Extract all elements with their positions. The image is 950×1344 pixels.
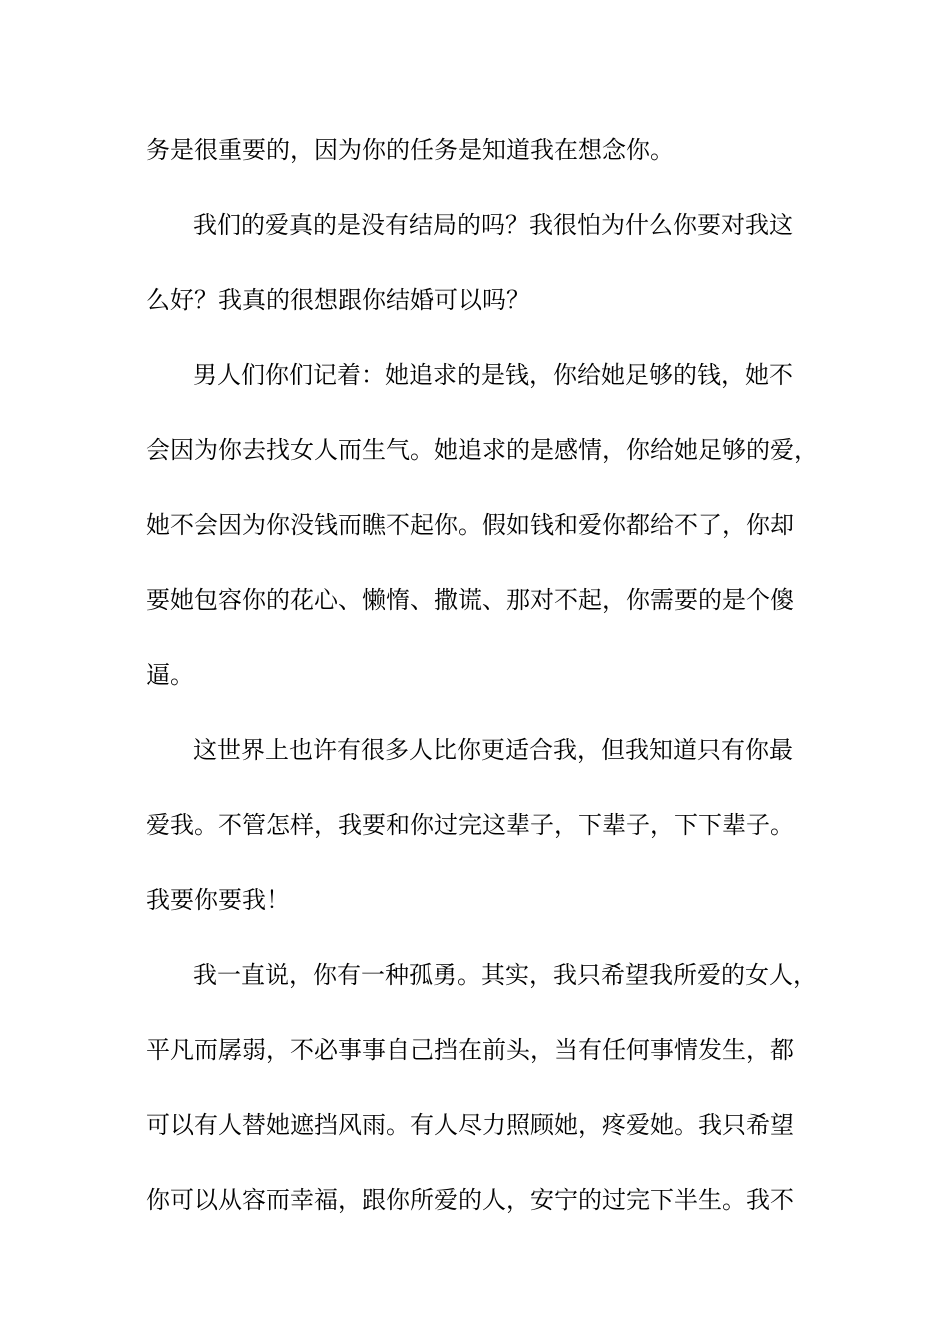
text-line: 会因为你去找女人而生气。她追求的是感情，你给她足够的爱， [146,436,818,464]
text-line: 她不会因为你没钱而瞧不起你。假如钱和爱你都给不了，你却 [146,511,794,539]
text-line: 爱我。不管怎样，我要和你过完这辈子，下辈子，下下辈子。 [146,811,794,839]
paragraph-start-line: 我一直说，你有一种孤勇。其实，我只希望我所爱的女人， [193,961,817,989]
text-line: 你可以从容而幸福，跟你所爱的人，安宁的过完下半生。我不 [146,1186,794,1214]
text-line: 要她包容你的花心、懒惰、撒谎、那对不起，你需要的是个傻 [146,586,794,614]
text-line: 务是很重要的，因为你的任务是知道我在想念你。 [146,136,674,164]
text-line: 可以有人替她遮挡风雨。有人尽力照顾她，疼爱她。我只希望 [146,1111,794,1139]
paragraph-start-line: 男人们你们记着：她追求的是钱，你给她足够的钱，她不 [193,361,793,389]
paragraph-start-line: 这世界上也许有很多人比你更适合我，但我知道只有你最 [193,736,793,764]
text-line: 我要你要我！ [146,886,290,914]
paragraph-start-line: 我们的爱真的是没有结局的吗？我很怕为什么你要对我这 [193,211,793,239]
text-line: 么好？我真的很想跟你结婚可以吗？ [146,286,530,314]
text-line: 逼。 [146,661,194,689]
text-line: 平凡而孱弱，不必事事自己挡在前头，当有任何事情发生，都 [146,1036,794,1064]
